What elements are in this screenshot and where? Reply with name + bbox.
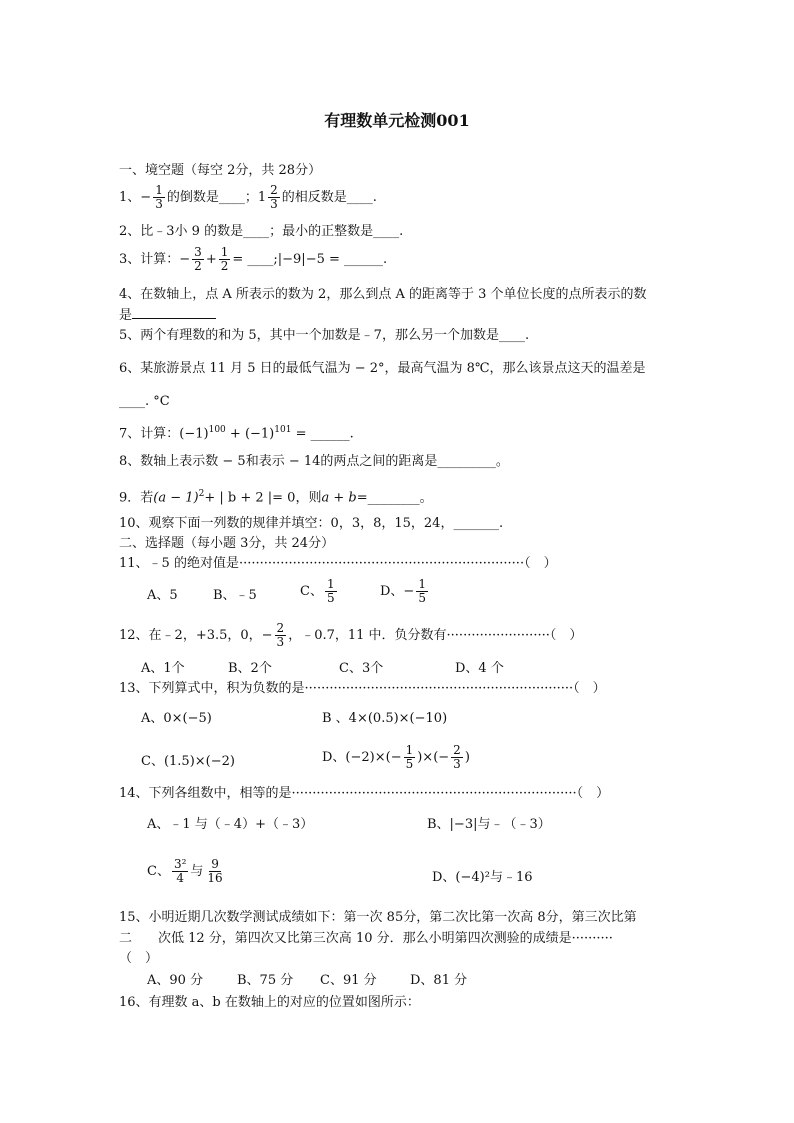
question-7: 7、计算：$(-1)^{100} + (-1)^{101}$ = ______. (119, 425, 354, 442)
option-c: C、 $\frac{1}{5}$ (300, 577, 335, 605)
option-b: B 、4×(0.5)×(−10) (322, 711, 448, 726)
answer-blank (132, 306, 216, 319)
fraction: $\frac{1}{5}$ (405, 743, 414, 771)
question-12: 12、在﹣2，+3.5，0，− $\frac{2}{3}$ ，﹣0.7，11 中．负分数有·························（ ） (119, 621, 583, 649)
option-a: A、90 分 (147, 973, 204, 988)
fraction: $\frac{\text{3²}}{4}$ (173, 857, 187, 885)
option-d: D、− $\frac{1}{5}$ (380, 577, 426, 605)
question-9: 9．若$(a - 1)^2+$ | b + 2 |= 0，则a + b=________。 (119, 489, 433, 506)
option-c: C、91 分 (320, 973, 377, 988)
fraction: $\frac{1}{3}$ (155, 183, 163, 211)
option-b: B、75 分 (237, 973, 294, 988)
option-b: B、2个 (228, 661, 272, 676)
section-heading-choice: 二、选择题（每小题 3分，共 24分） (119, 536, 335, 551)
fraction: $\frac{2}{3}$ (276, 621, 285, 649)
fraction: $\frac{3}{2}$ (194, 245, 202, 273)
option-a: A、0×(−5) (141, 711, 212, 726)
question-3: 3、计算：− $\frac{3}{2}$ + $\frac{1}{2}$ = ____;|−9|−5 = ______. (119, 245, 388, 273)
option-b: B、|−3|与﹣（﹣3） (427, 817, 551, 832)
question-13: 13、下列算式中，积为负数的是·································································（ ） (119, 681, 606, 696)
question-10: 10、观察下面一列数的规律并填空：0，3，8，15，24，_______. (119, 516, 504, 531)
question-6-cont: ____. °C (119, 394, 170, 409)
question-1: 1、− $\frac{1}{3}$ 的倒数是____；1 $\frac{2}{3}$ 的相反数是____. (119, 183, 377, 211)
question-8: 8、数轴上表示数 − 5和表示 − 14的两点之间的距离是_________。 (119, 454, 509, 469)
section-heading-fill: 一、境空题（每空 2分，共 28分） (119, 163, 322, 178)
option-b: B、﹣5 (213, 588, 257, 603)
option-c: C、 $\frac{\text{3²}}{4}$ 与 $\frac{9}{16}$ (147, 857, 223, 885)
fraction: $\frac{1}{5}$ (418, 577, 426, 605)
option-c: C、(1.5)×(−2) (141, 754, 235, 769)
question-16: 16、有理数 a、b 在数轴上的对应的位置如图所示： (119, 995, 420, 1010)
question-14: 14、下列各组数中，相等的是·····································································（ ） (119, 786, 610, 801)
question-6: 6、某旅游景点 11 月 5 日的最低气温为 − 2°，最高气温为 8℃，那么该景点这天的温差是 (119, 361, 646, 376)
question-15: 15、小明近期几次数学测试成绩如下：第一次 85分，第二次比第一次高 8分，第三次比第 (119, 910, 637, 925)
option-d: D、4 个 (455, 661, 504, 676)
option-d: D、81 分 (410, 973, 468, 988)
option-a: A、1个 (141, 661, 185, 676)
page-title: 有理数单元检测001 (324, 111, 470, 130)
fraction: $\frac{1}{5}$ (326, 577, 335, 605)
option-d: D、(−4)²与﹣16 (432, 870, 533, 885)
question-5: 5、两个有理数的和为 5，其中一个加数是﹣7，那么另一个加数是____. (119, 328, 530, 343)
option-c: C、3个 (339, 661, 384, 676)
option-a: A、﹣1 与（﹣4）+（﹣3） (147, 817, 314, 832)
question-15-bracket: （ ） (119, 951, 159, 966)
fraction: $\frac{1}{2}$ (220, 245, 229, 273)
option-d: D、(−2)×(− $\frac{1}{5}$ )×(− $\frac{2}{3}$ ) (322, 743, 470, 771)
question-2: 2、比﹣3小 9 的数是____；最小的正整数是____. (119, 224, 404, 239)
fraction: $\frac{2}{3}$ (453, 743, 461, 771)
question-11: 11、﹣5 的绝对值是·····································································（ ） (119, 556, 557, 571)
question-15-cont: 二 次低 12 分，第四次又比第三次高 10 分．那么小明第四次测验的成绩是·········· (119, 931, 613, 946)
question-4-cont: 是 (119, 306, 216, 324)
fraction: $\frac{9}{16}$ (207, 857, 223, 885)
fraction: $\frac{2}{3}$ (270, 183, 278, 211)
option-a: A、5 (147, 588, 178, 603)
question-4: 4、在数轴上，点 A 所表示的数为 2，那么到点 A 的距离等于 3 个单位长度的点所表示的数 (119, 287, 647, 302)
